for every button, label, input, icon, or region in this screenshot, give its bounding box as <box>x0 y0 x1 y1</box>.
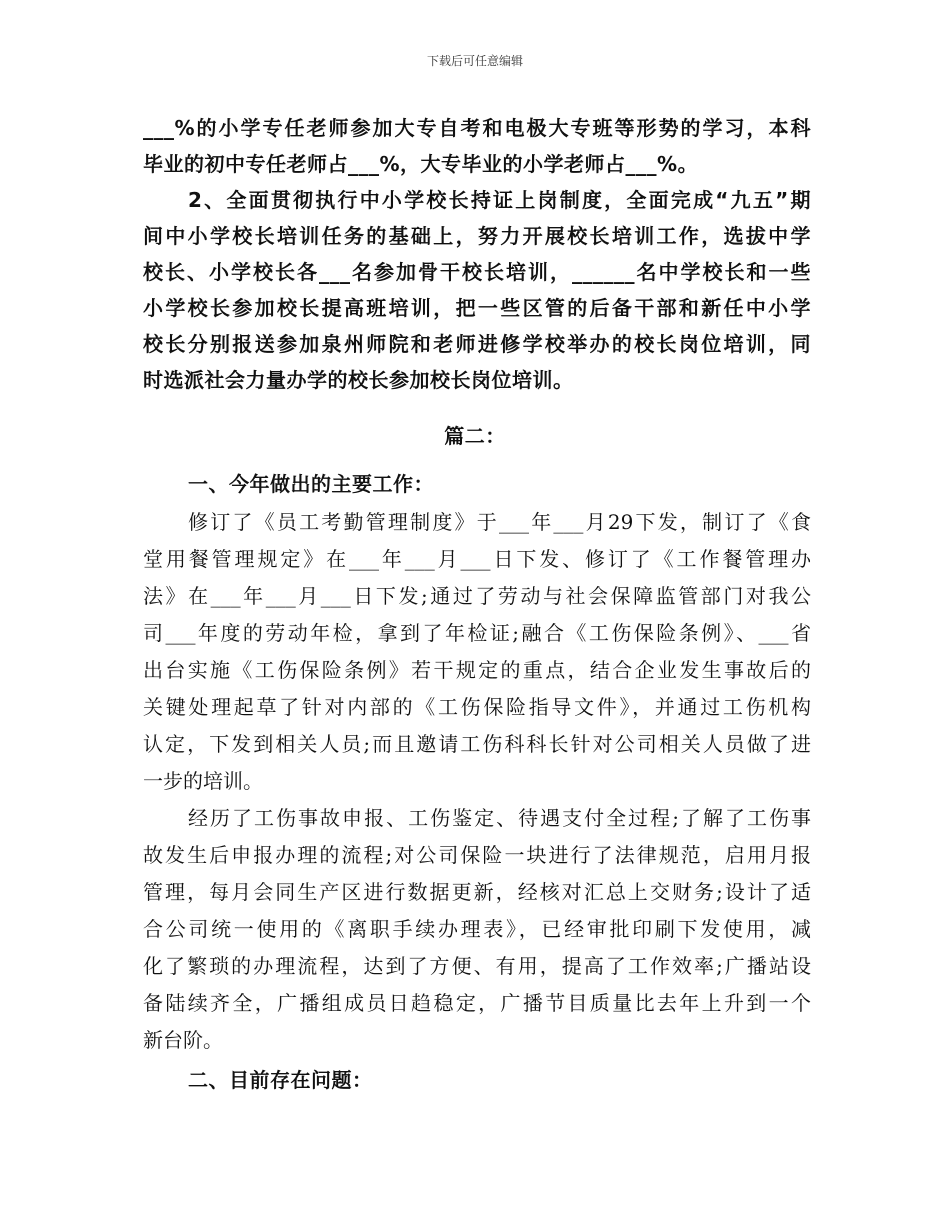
text-line: 司___年度的劳动年检，拿到了年检证;融合《工伤保险条例》、___省 <box>143 621 811 645</box>
section-heading: 二、目前存在问题： <box>188 1068 373 1092</box>
text-line: 化了繁琐的办理流程，达到了方便、有用，提高了工作效率;广播站设 <box>143 954 811 978</box>
text-line: ___%的小学专任老师参加大专自考和电极大专班等形势的学习，本科 <box>143 116 811 140</box>
text-line: 备陆续齐全，广播组成员日趋稳定，广播节目质量比去年上升到一个 <box>143 991 811 1015</box>
text-line: 校长分别报送参加泉州师院和老师进修学校举办的校长岗位培训，同 <box>143 332 811 356</box>
text-line: 小学校长参加校长提高班培训，把一些区管的后备干部和新任中小学 <box>143 296 811 320</box>
text-line: 认定，下发到相关人员;而且邀请工伤科科长针对公司相关人员做了进 <box>143 732 811 756</box>
text-line: 时选派社会力量办学的校长参加校长岗位培训。 <box>143 368 574 392</box>
section-heading: 一、今年做出的主要工作： <box>188 472 434 496</box>
section-title: 篇二： <box>444 424 506 448</box>
text-line: 合公司统一使用的《离职手续办理表》，已经审批印刷下发使用，减 <box>143 917 811 941</box>
page-header: 下载后可任意编辑 <box>426 54 523 68</box>
text-line: 故发生后申报办理的流程;对公司保险一块进行了法律规范，启用月报 <box>143 843 811 867</box>
text-line: 管理，每月会同生产区进行数据更新，经核对汇总上交财务;设计了适 <box>143 880 811 904</box>
text-line: 校长、小学校长各___名参加骨干校长培训，______名中学校长和一些 <box>143 260 811 284</box>
text-line: 间中小学校长培训任务的基础上，努力开展校长培训工作，选拔中学 <box>143 224 811 248</box>
text-line: 一步的培训。 <box>143 769 263 793</box>
text-line: 修订了《员工考勤管理制度》于___年___月29下发，制订了《食 <box>188 510 811 534</box>
text-line: 经历了工伤事故申报、工伤鉴定、待遇支付全过程;了解了工伤事 <box>188 806 811 830</box>
text-line: 新台阶。 <box>143 1028 223 1052</box>
text-line: 法》在___年___月___日下发;通过了劳动与社会保障监管部门对我公 <box>143 584 811 608</box>
text-line: 2、全面贯彻执行中小学校长持证上岗制度，全面完成“九五”期 <box>188 188 811 212</box>
text-line: 毕业的初中专任老师占___%，大专毕业的小学老师占___%。 <box>143 152 699 176</box>
text-line: 出台实施《工伤保险条例》若干规定的重点，结合企业发生事故后的 <box>143 658 811 682</box>
text-line: 堂用餐管理规定》在___年___月___日下发、修订了《工作餐管理办 <box>143 547 811 571</box>
text-line: 关键处理起草了针对内部的《工伤保险指导文件》，并通过工伤机构 <box>143 695 811 719</box>
